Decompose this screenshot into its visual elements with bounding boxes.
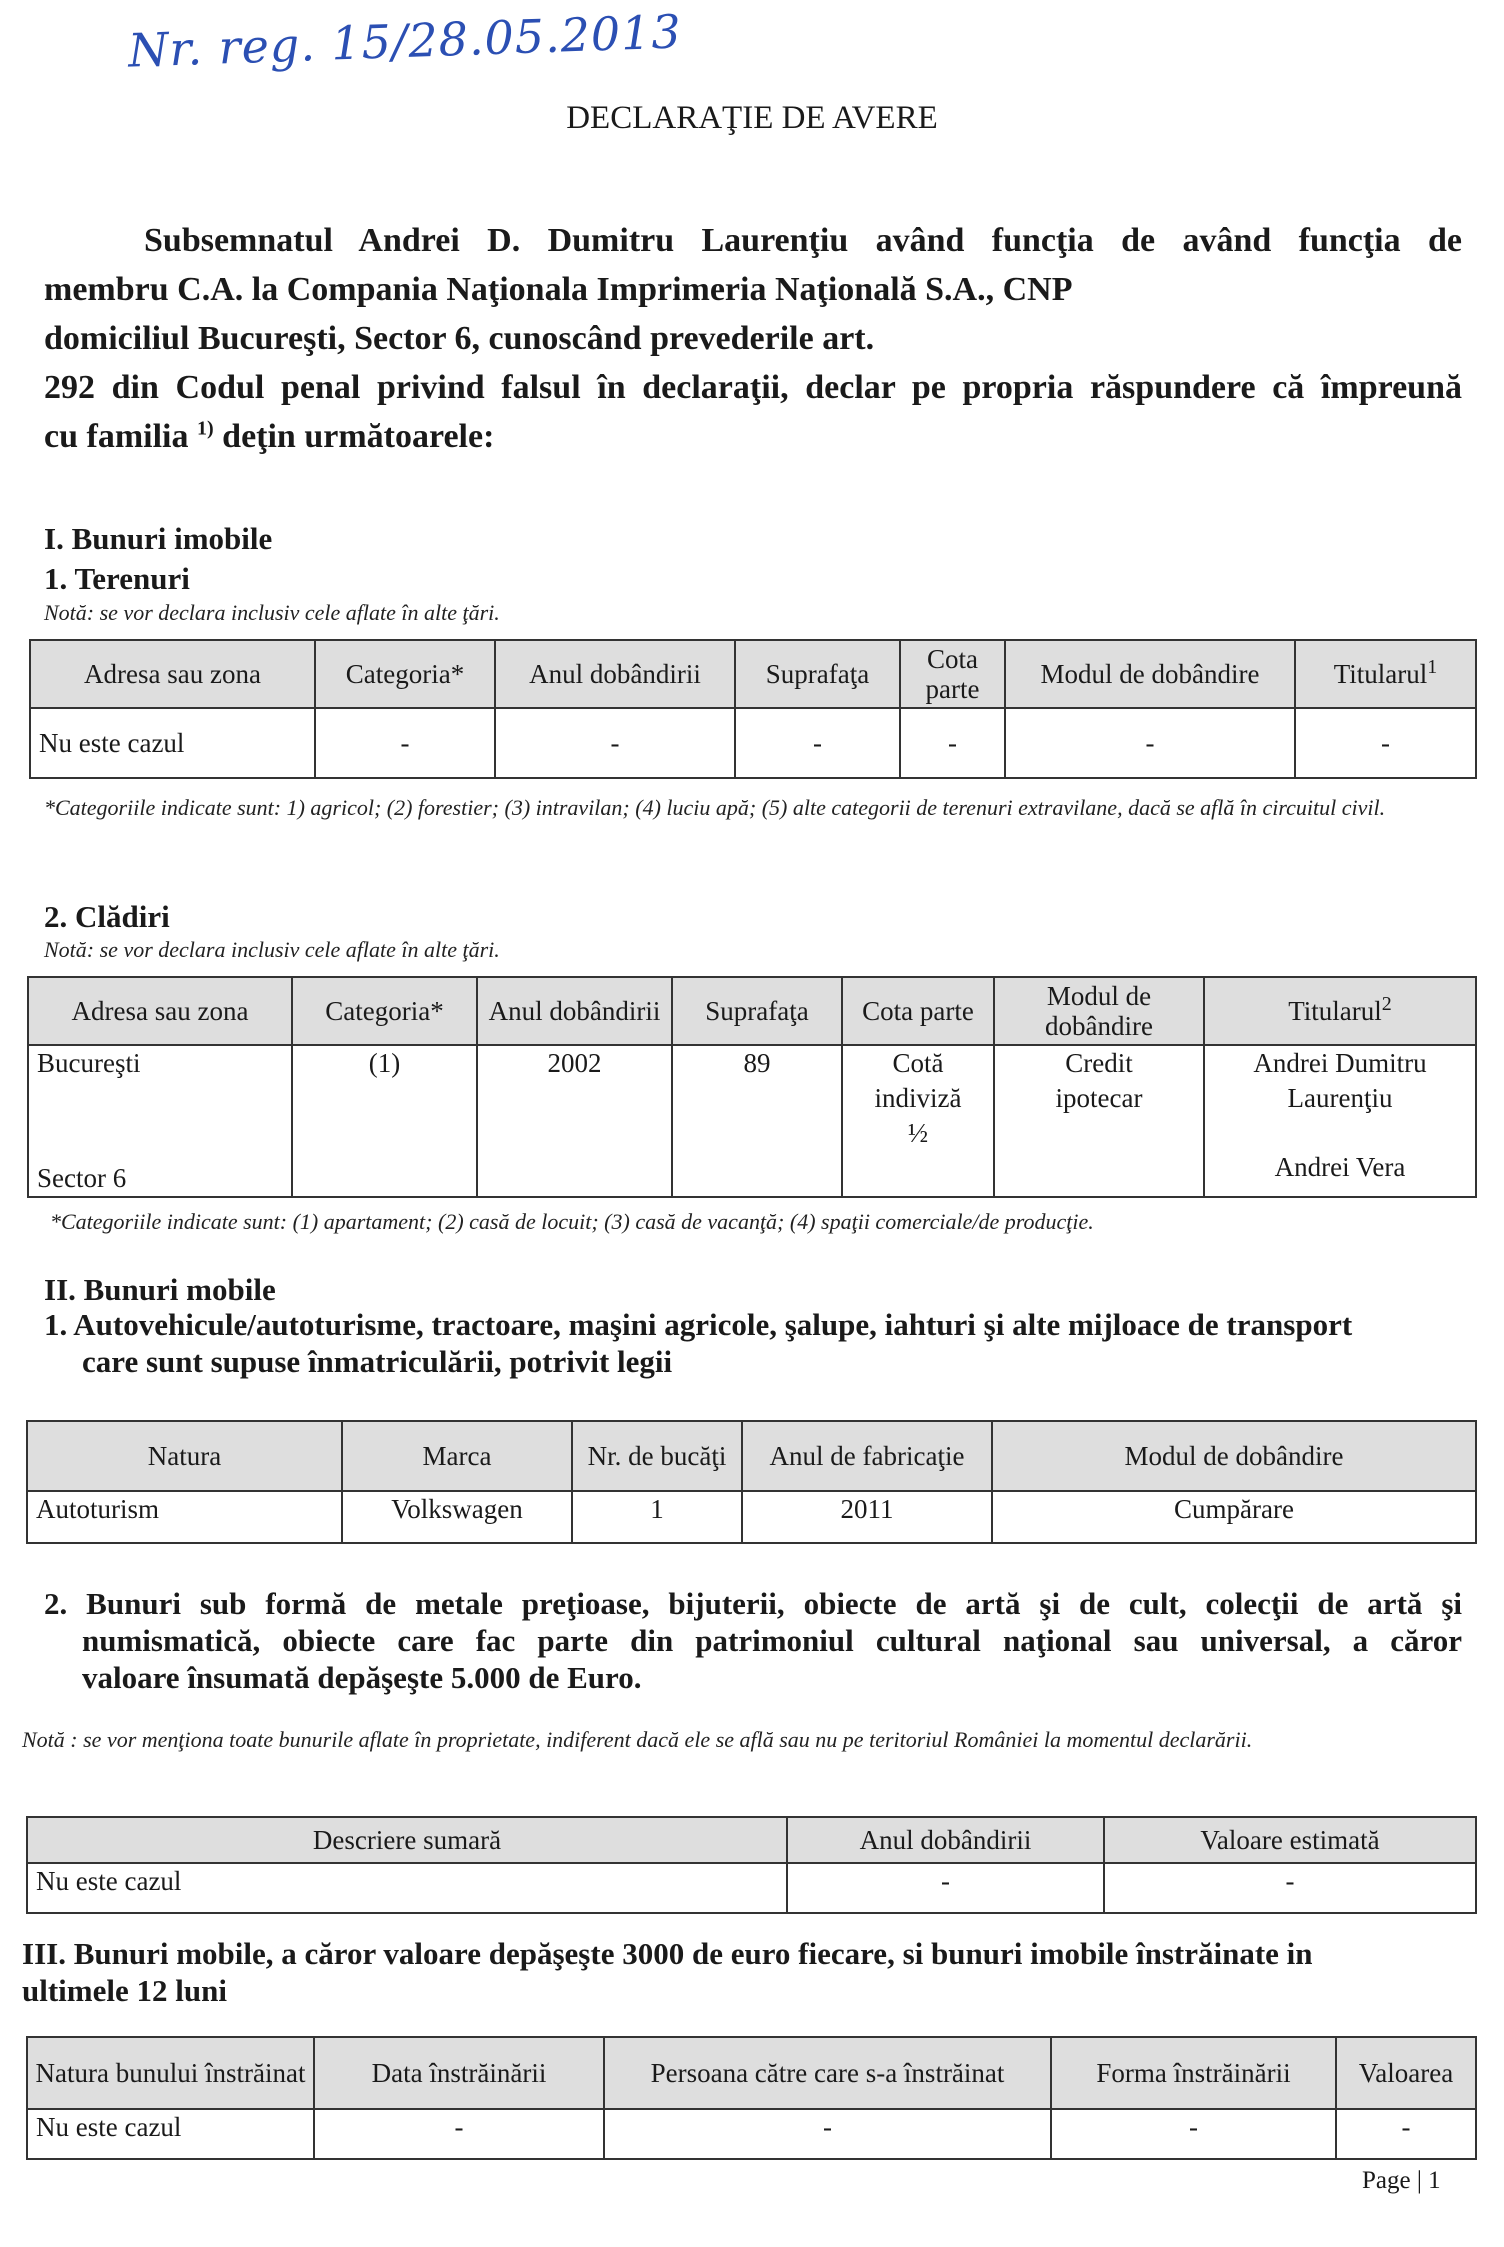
intro-line-2: membru C.A. la Compania Naţionala Imprimeria Naţională S.A., CNP: [44, 271, 1073, 308]
auto-table: [26, 1420, 1477, 1544]
cladire-category: (1): [292, 1045, 477, 1197]
th-titular: Titularul$^1$: [1295, 640, 1476, 708]
th-adresa: Adresa sau zona: [30, 640, 315, 708]
th-categoria: Categoria*: [315, 640, 495, 708]
th-natura: Natura bunului înstrăinat: [27, 2037, 314, 2109]
th-valoare: Valoare estimată: [1104, 1817, 1476, 1863]
th-adresa: Adresa sau zona: [28, 977, 292, 1045]
cladiri-note: Notă: se vor declara inclusiv cele aflate în alte ţări.: [44, 937, 500, 962]
intro-line-4: 292 din Codul penal privind falsul în declaraţii, declar pe propria răspundere că împreună: [44, 369, 1462, 406]
table-row: Nu este cazul - - - -: [27, 2109, 1476, 2159]
cladiri-footnote: *Categoriile indicate sunt: (1) apartament; (2) casă de locuit; (3) casă de vacanţă; (4) spaţii comerciale/de producţie.: [50, 1209, 1094, 1234]
intro-line-5: cu familia $^{1)}$ deţin următoarele:: [44, 417, 495, 455]
intro-sector: Sector 6, cunoscând prevederile art.: [354, 320, 875, 357]
intro-line-3: [44, 314, 1462, 363]
th-titular: Titularul$^2$: [1204, 977, 1476, 1045]
th-forma: Forma înstrăinării: [1051, 2037, 1336, 2109]
th-suprafata: Suprafaţa: [735, 640, 900, 708]
cladire-titular: Andrei Dumitru Laurenţiu Andrei Vera: [1204, 1045, 1476, 1197]
th-data: Data înstrăinării: [314, 2037, 604, 2109]
intro-paragraph: [44, 216, 1462, 461]
cladire-cota: Cotă indiviză ½: [842, 1045, 994, 1197]
document-title: DECLARAŢIE DE AVERE: [566, 100, 938, 136]
cladire-sector: Sector 6: [37, 1163, 127, 1193]
th-modul: Modul de dobândire: [992, 1421, 1476, 1491]
registration-handwriting: Nr. reg. 15/28.05.2013: [127, 4, 683, 78]
metale-table: [26, 1816, 1477, 1914]
section-2-title: II. Bunuri mobile: [44, 1272, 276, 1307]
auto-title: 1. Autovehicule/autoturisme, tractoare, maşini agricole, şalupe, iahturi şi alte mijloace de transport care sunt supuse înmatriculării, potrivit legii: [44, 1307, 1353, 1379]
metale-note: Notă : se vor menţiona toate bunurile aflate în proprietate, indiferent dacă ele se află sau nu pe teritoriul României la momentul declarării.: [22, 1727, 1253, 1752]
terenuri-table: [29, 639, 1477, 779]
th-cota: Cota parte: [842, 977, 994, 1045]
th-modul: Modul de dobândire: [1005, 640, 1295, 708]
terenuri-title: 1. Terenuri: [44, 561, 190, 596]
th-anul: Anul dobândirii: [477, 977, 672, 1045]
page-number: Page | 1: [1362, 2167, 1441, 2194]
table-row: Nu este cazul - -: [27, 1863, 1476, 1913]
th-anul: Anul dobândirii: [495, 640, 735, 708]
terenuri-footnote: *Categoriile indicate sunt: 1) agricol; (2) forestier; (3) intravilan; (4) luciu apă; (5) alte categorii de terenuri extravilane, dacă se află în circuitul civil.: [44, 795, 1386, 820]
th-categoria: Categoria*: [292, 977, 477, 1045]
terenuri-note: Notă: se vor declara inclusiv cele aflate în alte ţări.: [44, 600, 500, 625]
th-descriere: Descriere sumară: [27, 1817, 787, 1863]
intro-line-1: Subsemnatul Andrei D. Dumitru Laurenţiu având funcţia de având funcţia de: [144, 222, 1462, 259]
th-bucati: Nr. de bucăţi: [572, 1421, 742, 1491]
cladiri-title: 2. Clădiri: [44, 899, 170, 934]
section-1-title: I. Bunuri imobile: [44, 521, 273, 556]
table-row: Autoturism Volkswagen 1 2011 Cumpărare: [27, 1491, 1476, 1543]
intro-domicile: domiciliul Bucureşti,: [44, 320, 346, 357]
metale-title: 2. Bunuri sub formă de metale preţioase, bijuterii, obiecte de artă şi de cult, colecţii de artă şi numismatică, obiecte care fac parte din patrimoniul cultural naţional sau universal, a căror valoare însumată depăşeşte 5.000 de Euro.: [44, 1586, 1462, 1695]
table-row: [28, 1045, 1476, 1197]
instrainate-table: [26, 2036, 1477, 2160]
th-fabricatie: Anul de fabricaţie: [742, 1421, 992, 1491]
cladiri-table: [27, 976, 1477, 1198]
cladire-address: Bucureşti: [37, 1048, 141, 1078]
footnote-ref: 1): [196, 417, 214, 440]
section-3-title: III. Bunuri mobile, a căror valoare depăşeşte 3000 de euro fiecare, si bunuri imobile înstrăinate in ultimele 12 luni: [22, 1936, 1313, 2008]
th-persoana: Persoana către care s-a înstrăinat: [604, 2037, 1051, 2109]
th-natura: Natura: [27, 1421, 342, 1491]
th-suprafata: Suprafaţa: [672, 977, 842, 1045]
cladire-mod: Credit ipotecar: [994, 1045, 1204, 1197]
table-row: Nu este cazul - - - - - -: [30, 708, 1476, 778]
th-valoarea: Valoarea: [1336, 2037, 1476, 2109]
th-anul: Anul dobândirii: [787, 1817, 1104, 1863]
th-cota: Cota parte: [900, 640, 1005, 708]
th-modul: Modul de dobândire: [994, 977, 1204, 1045]
th-marca: Marca: [342, 1421, 572, 1491]
cladire-area: 89: [672, 1045, 842, 1197]
cladire-year: 2002: [477, 1045, 672, 1197]
